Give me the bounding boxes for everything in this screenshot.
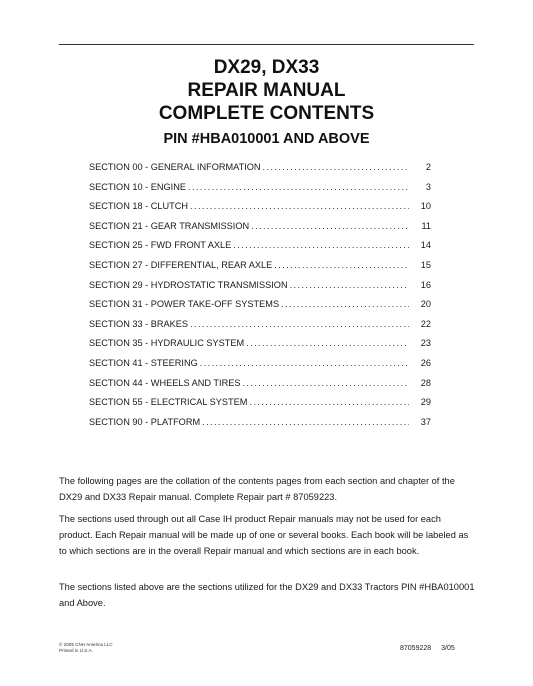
intro-paragraph: The following pages are the collation of the contents pages from each section and chapter of the DX29 and DX33 Repair manual. Complete Repair part # 87059223. xyxy=(59,476,455,502)
toc-label: SECTION 44 - WHEELS AND TIRES xyxy=(89,377,241,388)
toc-entry xyxy=(89,221,431,241)
toc-leader-dots xyxy=(242,378,409,388)
toc-page-number: 2 xyxy=(425,162,431,172)
printed-in-text: Printed in U.S.A. xyxy=(59,648,93,653)
toc-label: SECTION 21 - GEAR TRANSMISSION xyxy=(89,220,250,231)
toc-entry xyxy=(89,280,431,300)
toc-entry xyxy=(89,260,431,280)
toc-label: SECTION 33 - BRAKES xyxy=(89,318,189,329)
toc-entry xyxy=(89,319,431,339)
toc-entry xyxy=(89,397,431,417)
applicability-paragraph: The sections listed above are the sections utilized for the DX29 and DX33 Tractors PIN #HBA010001 and Above. xyxy=(59,582,475,608)
toc-leader-dots xyxy=(188,182,409,192)
toc-leader-dots xyxy=(190,319,409,329)
toc-label: SECTION 90 - PLATFORM xyxy=(89,416,201,427)
toc-leader-dots xyxy=(190,201,409,211)
sections-note-paragraph: The sections used through out all Case IH product Repair manuals may not be used for each product. Each Repair manual will be made up of one or several books. Each book will be labeled as to which sections are in the overall Repair manual and which sections are in each book. xyxy=(59,514,469,556)
manual-title: REPAIR MANUAL xyxy=(187,80,346,101)
toc-entry xyxy=(89,299,431,319)
toc-page-number: 10 xyxy=(420,201,431,212)
footer-part-info xyxy=(400,645,455,652)
print-date: 3/05 xyxy=(441,645,455,652)
toc-leader-dots xyxy=(281,299,409,309)
toc-leader-dots xyxy=(251,221,409,231)
toc-entry xyxy=(89,240,431,260)
toc-page-number: 22 xyxy=(420,318,431,329)
toc-label: SECTION 25 - FWD FRONT AXLE xyxy=(89,240,232,251)
toc-entry xyxy=(89,182,431,202)
top-rule xyxy=(59,44,474,45)
pin-subtitle: PIN #HBA010001 AND ABOVE xyxy=(163,131,370,147)
toc-entry xyxy=(89,338,431,358)
toc-label: SECTION 31 - POWER TAKE-OFF SYSTEMS xyxy=(89,299,280,310)
toc-label: SECTION 29 - HYDROSTATIC TRANSMISSION xyxy=(89,279,288,290)
toc-entry xyxy=(89,417,431,437)
toc-label: SECTION 27 - DIFFERENTIAL, REAR AXLE xyxy=(89,259,273,270)
contents-title: COMPLETE CONTENTS xyxy=(158,103,375,124)
toc-page-number: 26 xyxy=(420,357,431,368)
toc-label: SECTION 10 - ENGINE xyxy=(89,181,186,192)
toc-label: SECTION 41 - STEERING xyxy=(89,357,198,368)
toc-page-number: 14 xyxy=(420,240,431,251)
copyright-text: © 2005 CNH America LLC xyxy=(59,642,113,647)
toc-page-number: 20 xyxy=(420,299,431,310)
toc-entry xyxy=(89,201,431,221)
toc-page-number: 11 xyxy=(421,220,431,231)
toc-entry xyxy=(89,358,431,378)
model-title: DX29, DX33 xyxy=(213,57,320,78)
toc-leader-dots xyxy=(290,280,409,290)
toc-page-number: 37 xyxy=(420,416,431,427)
toc-label: SECTION 55 - ELECTRICAL SYSTEM xyxy=(89,397,248,408)
toc-page-number: 15 xyxy=(420,259,431,270)
toc-leader-dots xyxy=(202,417,409,427)
toc-page-number: 29 xyxy=(420,397,431,408)
toc-leader-dots xyxy=(200,358,409,368)
toc-leader-dots xyxy=(246,338,409,348)
toc-leader-dots xyxy=(249,397,409,407)
toc-page-number: 16 xyxy=(420,279,431,290)
toc-label: SECTION 18 - CLUTCH xyxy=(89,201,189,212)
toc-leader-dots xyxy=(263,162,409,172)
toc-page-number: 3 xyxy=(425,181,431,192)
copyright-block xyxy=(59,642,113,654)
part-number: 87059228 xyxy=(400,645,432,652)
toc-label: SECTION 35 - HYDRAULIC SYSTEM xyxy=(89,338,245,349)
table-of-contents xyxy=(89,162,431,436)
toc-page-number: 28 xyxy=(420,377,431,388)
toc-leader-dots xyxy=(233,240,409,250)
toc-entry xyxy=(89,378,431,398)
toc-entry xyxy=(89,162,431,182)
toc-leader-dots xyxy=(274,260,409,270)
toc-label: SECTION 00 - GENERAL INFORMATION xyxy=(89,162,261,172)
toc-page-number: 23 xyxy=(420,338,431,349)
